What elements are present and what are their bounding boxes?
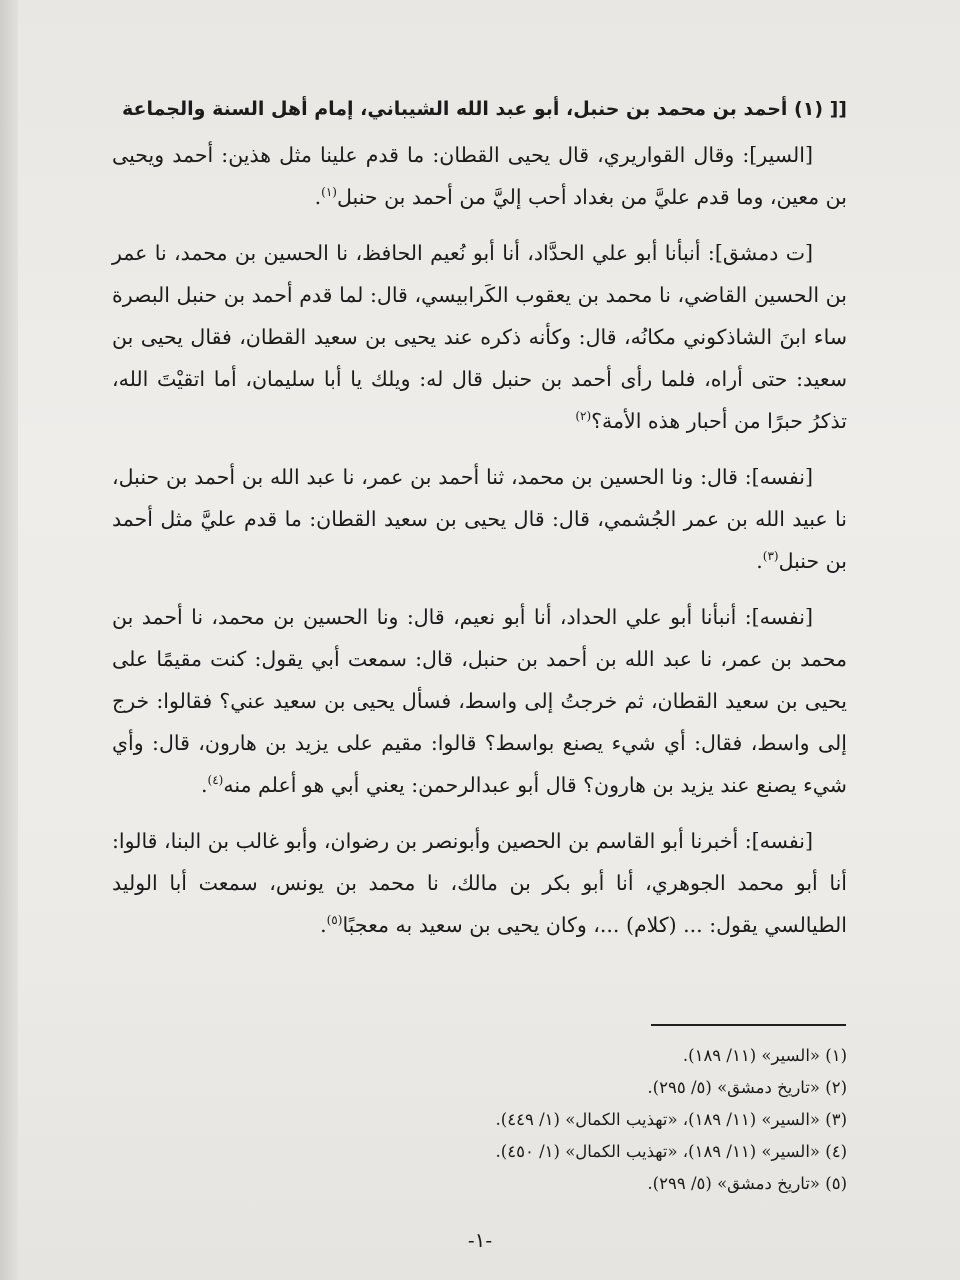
footnotes [112, 1040, 847, 1200]
paragraph-text: [نفسه]: قال: ونا الحسين بن محمد، ثنا أحمد بن عمر، نا عبد الله بن أحمد بن حنبل، نا عبيد الله بن عمر الجُشمي، قال: قال يحيى بن سعيد القطان: ما قدم عليَّ مثل أحمد بن حنبل [112, 465, 847, 573]
footnote-2: (٢) «تاريخ دمشق» (٥/ ٢٩٥). [647, 1078, 847, 1097]
paragraph-text: [السير]: وقال القواريري، قال يحيى القطان: ما قدم علينا مثل هذين: أحمد ويحيى بن معين، وما قدم عليَّ من بغداد أحب إليَّ من أحمد بن حنبل [112, 143, 847, 209]
footnote-1: (١) «السير» (١١/ ١٨٩). [682, 1046, 847, 1065]
footnote-3: (٣) «السير» (١١/ ١٨٩)، «تهذيب الكمال» (١/ ٤٤٩). [495, 1110, 847, 1129]
paragraph-end: . [201, 773, 208, 797]
footnote-4: (٤) «السير» (١١/ ١٨٩)، «تهذيب الكمال» (١/ ٤٥٠). [495, 1142, 847, 1161]
paragraph-text: [نفسه]: أخبرنا أبو القاسم بن الحصين وأبونصر بن رضوان، وأبو غالب بن البنا، قالوا: أنا أبو محمد الجوهري، أنا أبو بكر بن مالك، نا محمد بن يونس، سمعت أبا الوليد الطيالسي يقول: ... (كلام) ...، وكان يحيى بن سعيد به معجبًا [112, 829, 847, 937]
paragraph-end: . [320, 913, 327, 937]
entry-heading: [[ (١) أحمد بن محمد بن حنبل، أبو عبد الله الشيباني، إمام أهل السنة والجماعة [121, 98, 847, 120]
footnote-5: (٥) «تاريخ دمشق» (٥/ ٢٩٩). [647, 1174, 847, 1193]
paragraph-4 [112, 596, 847, 806]
page-number: -١- [467, 1228, 493, 1252]
paragraph-3 [112, 456, 847, 582]
paragraph-1 [112, 134, 847, 218]
paragraph-end: . [756, 549, 763, 573]
paragraph-text: [نفسه]: أنبأنا أبو علي الحداد، أنا أبو نعيم، قال: ونا الحسين بن محمد، نا أحمد بن محمد بن عمر، نا عبد الله بن أحمد بن حنبل، قال: سمعت أبي يقول: كنت مقيمًا على يحيى بن سعيد القطان، ثم خرجتُ إلى واسط، فسأل يحيى بن سعيد عني؟ فقالوا: خرج إلى واسط، فقال: أي شيء يصنع بواسط؟ قالوا: مقيم على يزيد بن هارون، قال: وأي شيء يصنع عند يزيد بن هارون؟ قال أبو عبدالرحمن: يعني أبي هو أعلم منه [112, 605, 847, 797]
page-spine-shadow [0, 0, 18, 1280]
paragraph-2 [112, 232, 847, 442]
footnote-separator [651, 1024, 846, 1026]
main-text [112, 92, 847, 960]
footnote-reference: (٥) [326, 913, 343, 928]
footnote-reference: (١) [321, 185, 337, 200]
paragraph-end: . [314, 185, 322, 209]
footnote-reference: (٢) [575, 409, 592, 424]
footnote-reference: (٤) [207, 773, 224, 788]
paragraph-text: [ت دمشق]: أنبأنا أبو علي الحدَّاد، أنا أبو نُعيم الحافظ، نا الحسين بن محمد، نا عمر بن الحسين القاضي، نا محمد بن يعقوب الكَرابيسي، قال: لما قدم أحمد بن حنبل البصرة ساء ابنَ الشاذكوني مكانُه، قال: وكأنه ذكره عند يحيى بن سعيد القطان، فقال يحيى بن سعيد: حتى أراه، فلما رأى أحمد بن حنبل قال له: ويلك يا أبا سليمان، أما اتقيْتَ الله، تذكرُ حبرًا من أحبار هذه الأمة؟ [112, 241, 847, 433]
footnote-reference: (٣) [762, 549, 779, 564]
paragraph-5 [112, 820, 847, 946]
